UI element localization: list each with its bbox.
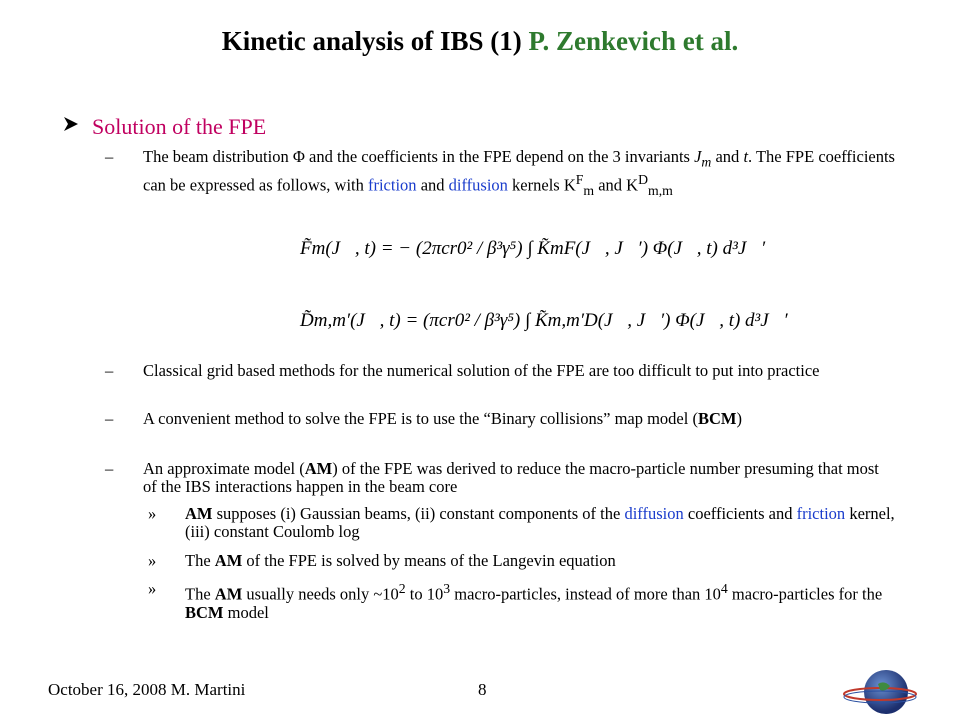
heading-text: Solution of the FPE [92,114,267,139]
paragraph-3: – A convenient method to solve the FPE is to use the “Binary collisions” map model (BCM) [105,409,742,428]
arrow-bullet-icon [62,115,80,139]
sub-item-1: » AM supposes (i) Gaussian beams, (ii) constant components of the diffusion coefficients and friction kernel, (iii) constant Coulomb log [148,504,895,541]
sub-item-2: » The AM of the FPE is solved by means of the Langevin equation [148,551,616,570]
page-number: 8 [478,680,487,699]
slide-title [0,26,960,57]
globe-logo-icon [842,666,918,721]
paragraph-1: – The beam distribution Φ and the coefficients in the FPE depend on the 3 invariants $J_m$ and t. The FPE coefficients can be expressed as follows, with friction and diffusion kernels $K^F_m$ and $K^D_{m,m}$ [105,147,895,199]
dash-mark: – [105,147,114,166]
footer-date-author: October 16, 2008 M. Martini [48,680,246,699]
title-author: P. Zenkevich et al. [528,26,739,56]
friction-keyword: friction [367,175,417,195]
equation-friction: F̃m(J⃗, t) = − (2πcr0² / β³γ⁵) ∫ K̃mF(J⃗, J⃗′) Φ(J⃗, t) d³J⃗′ [300,238,766,259]
equation-diffusion: D̃m,m′(J⃗, t) = (πcr0² / β³γ⁵) ∫ K̃m,m′D(J⃗, J⃗′) Φ(J⃗, t) d³J⃗′ [300,310,788,331]
diffusion-keyword: diffusion [448,175,508,195]
title-main: Kinetic analysis of IBS (1) [221,26,529,56]
bullet-heading [62,114,266,140]
sub-item-3: » The AM usually needs only $\sim 10^2$ to $10^3$ macro-particles, instead of more than $10^4$ macro-particles for the BCM model [148,579,883,622]
paragraph-4: – An approximate model (AM) of the FPE was derived to reduce the macro-particle number presuming that most of the IBS interactions happen in the beam core [105,459,879,496]
paragraph-2: – Classical grid based methods for the numerical solution of the FPE are too difficult to put into practice [105,361,820,380]
